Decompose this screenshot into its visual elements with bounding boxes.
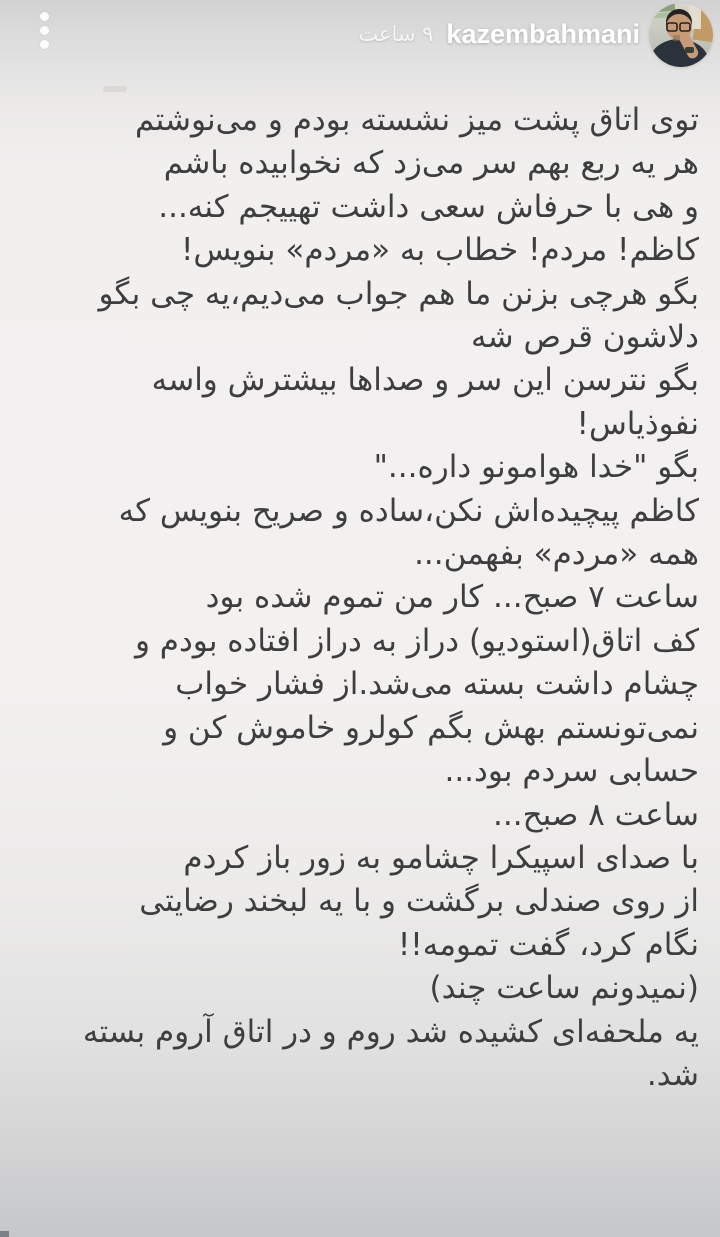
story-text-line: ساعت ۷ صبح... کار من تموم شده بود [205, 579, 699, 616]
more-vertical-icon [40, 26, 49, 35]
more-vertical-icon [40, 40, 49, 49]
story-text-line: شد. [646, 1056, 699, 1093]
story-text-line: (نمیدونم ساعت چند) [429, 970, 699, 1007]
profile-photo [649, 3, 713, 67]
story-timestamp: ۹ ساعت [358, 22, 434, 46]
username[interactable]: kazembahmani [446, 18, 640, 49]
story-text-line: دلاشون قرص شه [471, 319, 699, 356]
smudge-mark [103, 86, 127, 92]
story-text-line: همه «مردم» بفهمن... [414, 536, 699, 573]
avatar[interactable] [649, 3, 713, 67]
story-text-line: از روی صندلی برگشت و با یه لبخند رضایتی [139, 883, 699, 920]
story-text-line: توی اتاق پشت میز نشسته بودم و می‌نوشتم [135, 102, 699, 138]
story-text-line: کف اتاق(استودیو) دراز به دراز افتاده بودم و [134, 622, 699, 659]
story-text-line: نگام کرد، گفت تمومه!! [397, 926, 699, 963]
story-header [0, 0, 720, 68]
story-text-line: یه ملحفه‌ای کشیده شد روم و در اتاق آروم بسته [82, 1013, 699, 1050]
story-text-line: نمی‌تونستم بهش بگم کولرو خاموش کن و [163, 709, 699, 746]
story-text-line: حسابی سردم بود... [444, 753, 699, 790]
story-text-line: بگو "خدا هوامونو داره..." [373, 449, 699, 486]
story-text-line: با صدای اسپیکرا چشامو به زور باز کردم [183, 839, 699, 876]
story-text-line: چشام داشت بسته می‌شد.از فشار خواب [175, 666, 699, 703]
story-text-line: کاظم! مردم! خطاب به «مردم» بنویس! [180, 232, 699, 269]
story-text-line: و هی با حرفاش سعی داشت تهییجم کنه... [158, 188, 699, 225]
bottom-edge-mark [0, 1231, 9, 1237]
story-text-line: نفوذیاس! [576, 405, 699, 442]
story-text-line: بگو هرچی بزنن ما هم جواب می‌دیم،یه چی بگو [98, 275, 699, 312]
story-text-block [0, 99, 720, 1097]
story-text-line: کاظم پیچیده‌اش نکن،ساده و صریح بنویس که [118, 492, 699, 529]
story-text-line: هر یه ربع بهم سر می‌زد که نخوابیده باشم [163, 145, 699, 182]
more-options-button[interactable] [30, 6, 59, 55]
story-text-line: بگو نترسن این سر و صداها بیشترش واسه [151, 362, 699, 399]
story-text-line: ساعت ۸ صبح... [493, 796, 699, 833]
more-vertical-icon [40, 12, 49, 21]
